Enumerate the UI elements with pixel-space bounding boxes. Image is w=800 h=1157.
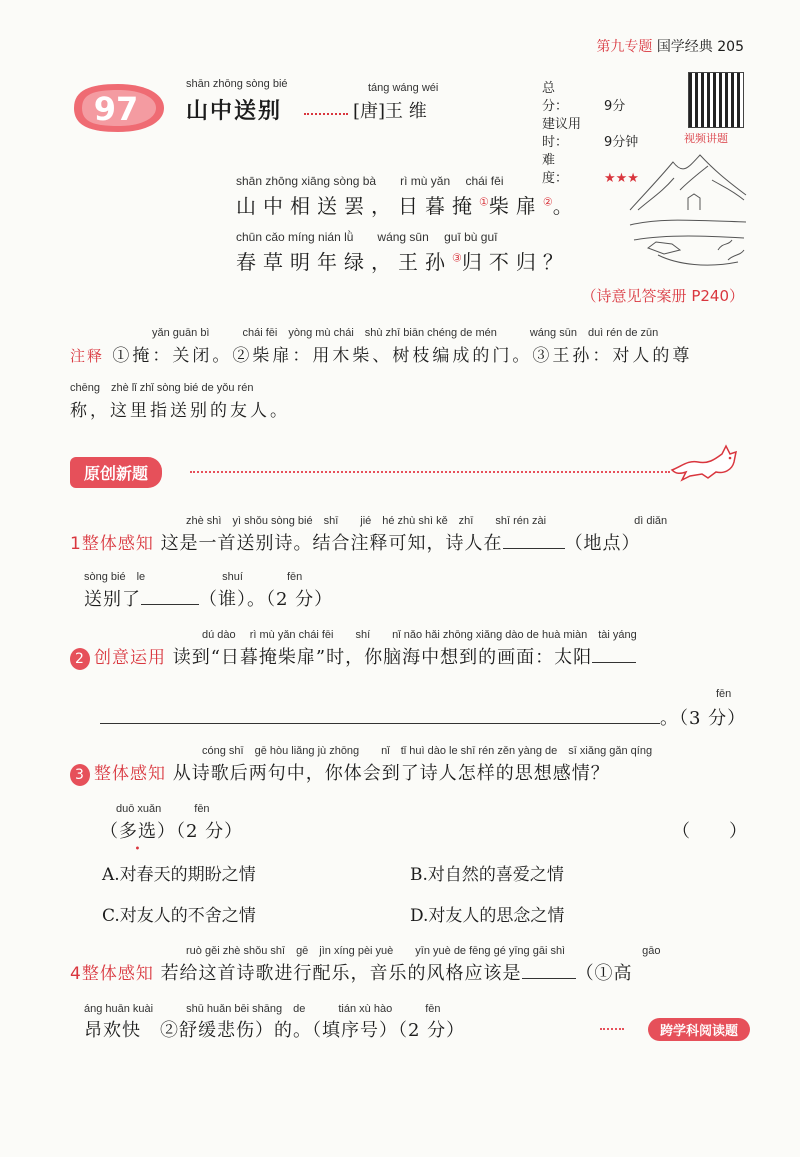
notes-line1 bbox=[70, 341, 692, 366]
question-3-line2: （多选）（2 分） bbox=[100, 817, 243, 843]
q3-option-d[interactable]: D.对友人的思念之情 bbox=[410, 906, 565, 926]
poem-line1-part-b: 柴扉 bbox=[488, 194, 543, 218]
note-marker-3: ③ bbox=[452, 251, 462, 265]
q3-answer-paren[interactable]: （ ） bbox=[672, 821, 748, 842]
q1-number: 1 bbox=[70, 534, 82, 554]
note-marker-2: ② bbox=[542, 195, 553, 209]
poem-line1-part-c: 。 bbox=[552, 194, 580, 218]
q2-number: 2 bbox=[70, 648, 90, 670]
q2-type: 创意运用 bbox=[94, 648, 166, 668]
lesson-author: [唐]王 维 bbox=[353, 101, 427, 122]
difficulty-stars: ★★★ bbox=[604, 171, 639, 186]
topic-label: 第九专题 bbox=[596, 39, 653, 55]
poem-line2-part-b: 归不归？ bbox=[461, 250, 570, 274]
q2-pinyin-line1: dú dào rì mù yǎn chái fēi shí nǐ nǎo hǎi zhōng xiǎng dào de huà miàn tài yáng bbox=[202, 629, 637, 641]
q3-score: （2 分） bbox=[176, 821, 244, 842]
cross-subject-reading-tag: 跨学科阅读题 bbox=[648, 1018, 750, 1041]
lesson-number-badge bbox=[68, 80, 168, 136]
q3-multi-select-label: 多选 bbox=[119, 821, 157, 842]
question-1 bbox=[70, 529, 641, 555]
page-header bbox=[596, 36, 744, 56]
question-2 bbox=[70, 643, 636, 670]
q1-place-answer-blank[interactable] bbox=[503, 532, 565, 549]
cat-icon bbox=[668, 440, 744, 484]
q4-text-part1: 若给这首诗歌进行配乐，音乐的风格应该是 bbox=[160, 963, 522, 984]
author-pinyin: táng wáng wéi bbox=[368, 82, 439, 94]
answer-reference: （诗意见答案册 P240） bbox=[581, 287, 744, 305]
qr-code-icon[interactable] bbox=[688, 72, 744, 128]
q1-pinyin-line2: sòng bié le shuí fēn bbox=[84, 571, 303, 583]
question-4-line2: 昂欢快 ②舒缓悲伤）的。（填序号）（2 分） bbox=[84, 1020, 466, 1041]
time-value: 9分钟 bbox=[604, 135, 639, 150]
q4-pinyin-line2: áng huān kuài shū huǎn bēi shāng de tián xù hào fēn bbox=[84, 1003, 441, 1015]
q3-number: 3 bbox=[70, 764, 90, 786]
q4-number: 4 bbox=[70, 964, 82, 984]
q4-text-part1b: （①高 bbox=[575, 963, 633, 984]
poem-line1-part-a: 山中相送罢，日暮掩 bbox=[236, 194, 479, 218]
q1-type: 整体感知 bbox=[81, 534, 154, 554]
info-box bbox=[542, 80, 639, 188]
poem-line1-pinyin: shān zhōng xiāng sòng bà rì mù yǎn chái fēi bbox=[236, 174, 504, 188]
q3-pinyin-line2: duō xuǎn fēn bbox=[116, 803, 210, 815]
q3-option-b[interactable]: B.对自然的喜爱之情 bbox=[410, 865, 564, 885]
score-value: 9分 bbox=[604, 99, 626, 114]
lesson-number: 97 bbox=[93, 90, 139, 128]
q3-option-a[interactable]: A.对春天的期盼之情 bbox=[102, 865, 256, 885]
score-label: 总 分： bbox=[542, 81, 582, 114]
q3-pinyin-line1: cóng shī gē hòu liǎng jù zhōng nǐ tǐ huì dào le shī rén zěn yàng de sī xiǎng gǎn qíng bbox=[202, 745, 653, 757]
title-pinyin: shān zhōng sòng bié bbox=[186, 78, 288, 90]
q2-answer-blank-2[interactable] bbox=[100, 707, 660, 724]
difficulty-label: 难 度： bbox=[542, 153, 582, 186]
notes-line2: 称，这里指送别的友人。 bbox=[70, 401, 290, 421]
lesson-title: 山中送别 bbox=[186, 99, 283, 124]
section-title: 原创新题 bbox=[70, 457, 162, 488]
book-label: 国学经典 bbox=[656, 39, 713, 55]
q2-pinyin-line2: fēn bbox=[716, 688, 732, 700]
q1-text-part2: 送别了 bbox=[84, 589, 141, 610]
page-number: 205 bbox=[717, 39, 744, 55]
q3-text-part1: 从诗歌后两句中，你体会到了诗人怎样的思想感情？ bbox=[172, 763, 610, 784]
poem-line2 bbox=[236, 246, 570, 275]
title-divider bbox=[304, 113, 348, 115]
notes-line1-pinyin: yǎn guān bì chái fēi yòng mù chái shù zhī biān chéng de mén wáng sūn duì rén de zūn bbox=[152, 327, 659, 339]
q2-text-part1: 读到“日暮掩柴扉”时，你脑海中想到的画面：太阳 bbox=[172, 647, 593, 668]
q1-pinyin-line1: zhè shì yì shǒu sòng bié shī jié hé zhù shì kě zhī shī rén zài dì diǎn bbox=[186, 515, 668, 527]
poem-line2-part-a: 春草明年绿，王孙 bbox=[236, 250, 452, 274]
note-marker-1: ① bbox=[479, 195, 489, 209]
question-1-line2 bbox=[84, 585, 333, 611]
q1-text-part2b: （谁）。（2 分） bbox=[199, 589, 334, 610]
question-2-line2 bbox=[100, 704, 746, 730]
notes-label: 注释 bbox=[70, 347, 105, 365]
time-label: 建议用时： bbox=[542, 117, 582, 150]
notes-line2-pinyin: chēng zhè lǐ zhǐ sòng bié de yǒu rén bbox=[70, 382, 254, 394]
q4-answer-blank[interactable] bbox=[522, 962, 576, 979]
q3-option-c[interactable]: C.对友人的不舍之情 bbox=[102, 906, 256, 926]
q1-person-answer-blank[interactable] bbox=[141, 588, 199, 605]
q2-answer-blank-1[interactable] bbox=[592, 646, 636, 663]
mountain-illustration bbox=[628, 150, 748, 275]
q1-text-part1: 这是一首送别诗。结合注释可知，诗人在 bbox=[160, 533, 503, 554]
section-divider bbox=[190, 471, 670, 473]
footer-tag-divider bbox=[600, 1028, 624, 1030]
q4-type: 整体感知 bbox=[81, 964, 154, 984]
q4-pinyin-line1: ruò gěi zhè shǒu shī gē jìn xíng pèi yuè yīn yuè de fēng gé yīng gāi shì gāo bbox=[186, 945, 661, 957]
question-4 bbox=[70, 959, 633, 985]
notes-line1-text: ①掩：关闭。②柴扉：用木柴、树枝编成的门。③王孙：对人的尊 bbox=[112, 346, 693, 366]
q1-text-part1b: （地点） bbox=[564, 533, 641, 554]
q3-type: 整体感知 bbox=[94, 764, 166, 784]
poem-line1 bbox=[236, 190, 580, 219]
poem-line2-pinyin: chūn cǎo míng nián lǜ wáng sūn guī bù guī bbox=[236, 230, 498, 244]
question-3 bbox=[70, 759, 610, 786]
q2-text-part2: 。（3 分） bbox=[660, 708, 747, 729]
video-lesson-link[interactable]: 视频讲题 bbox=[684, 132, 728, 145]
